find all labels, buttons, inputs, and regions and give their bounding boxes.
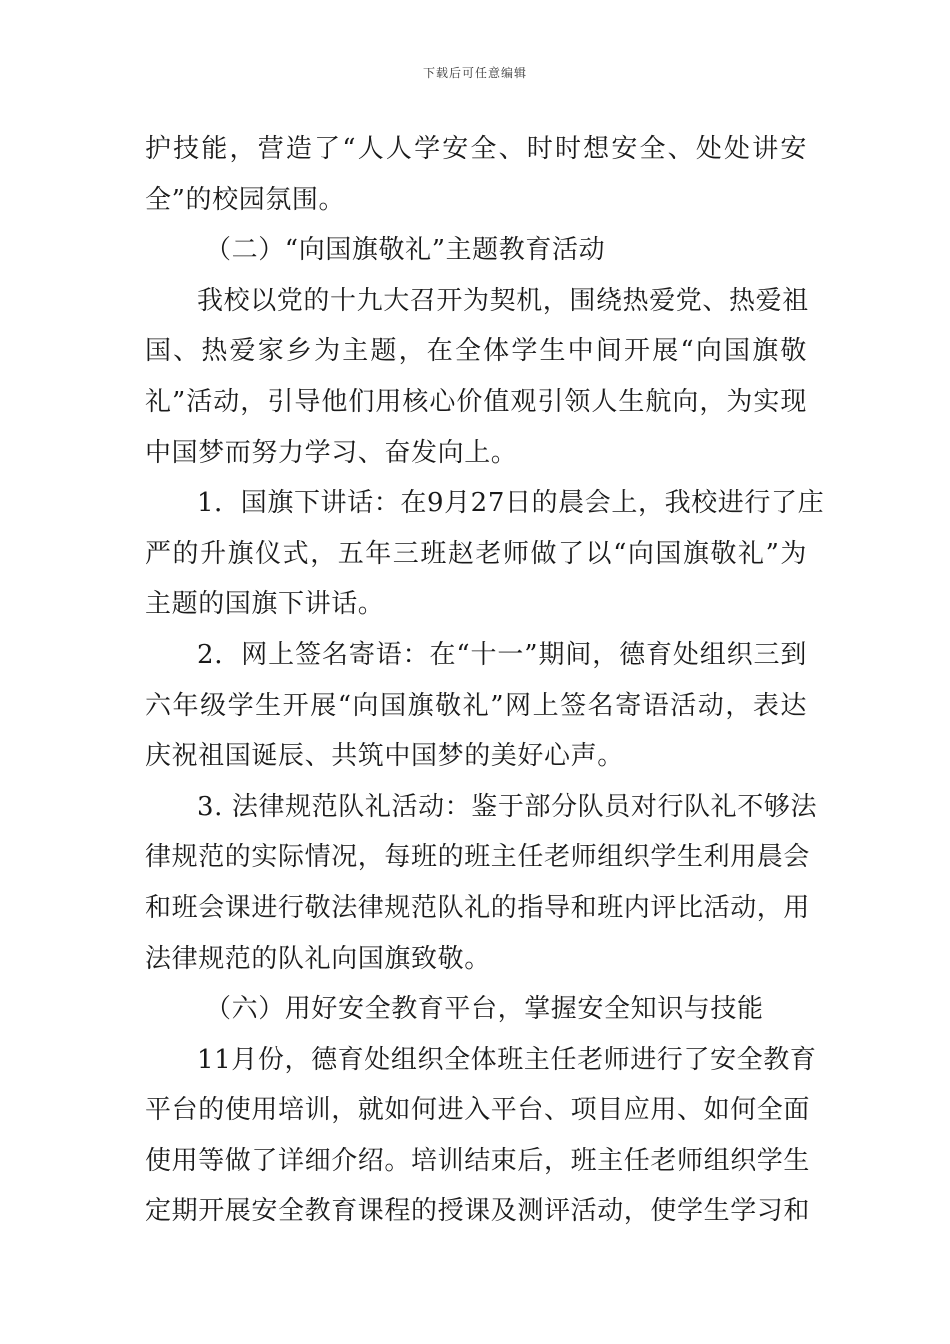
text-line: 严的升旗仪式，五年三班赵老师做了以“向国旗敬礼”为 (145, 538, 807, 569)
text-line: 11月份，德育处组织全体班主任老师进行了安全教育 (197, 1044, 817, 1075)
text-line: 律规范的实际情况，每班的班主任老师组织学生利用晨会 (145, 842, 811, 873)
text-line: 六年级学生开展“向国旗敬礼”网上签名寄语活动，表达 (145, 690, 807, 721)
text-line: 法律规范的队礼向国旗致敬。 (145, 943, 491, 974)
text-line: 和班会课进行敬法律规范队礼的指导和班内评比活动，用 (145, 892, 811, 923)
text-line: 礼”活动，引导他们用核心价值观引领人生航向，为实现 (145, 386, 807, 417)
text-line: 主题的国旗下讲话。 (145, 589, 385, 620)
text-line: 中国梦而努力学习、奋发向上。 (145, 437, 518, 468)
section-heading: （二）“向国旗敬礼”主题教育活动 (205, 235, 606, 266)
text-line: 使用等做了详细介绍。培训结束后，班主任老师组织学生 (145, 1145, 811, 1176)
text-line: 平台的使用培训，就如何进入平台、项目应用、如何全面 (145, 1095, 811, 1126)
text-line: 全”的校园氛围。 (145, 184, 346, 215)
text-line: 庆祝祖国诞辰、共筑中国梦的美好心声。 (145, 741, 624, 772)
text-line: 护技能，营造了“人人学安全、时时想安全、处处讲安 (145, 134, 807, 164)
document-body (145, 124, 825, 1237)
text-line: 我校以党的十九大召开为契机，围绕热爱党、热爱祖 (197, 285, 809, 316)
section-heading: （六）用好安全教育平台，掌握安全知识与技能 (205, 994, 764, 1025)
text-line: 国、热爱家乡为主题，在全体学生中间开展“向国旗敬 (145, 336, 807, 367)
page-header: 下载后可任意编辑 (422, 66, 527, 80)
text-line: 2．网上签名寄语：在“十一”期间，德育处组织三到 (197, 639, 807, 670)
text-line: 定期开展安全教育课程的授课及测评活动，使学生学习和 (145, 1196, 811, 1227)
text-line: 3. 法律规范队礼活动：鉴于部分队员对行队礼不够法 (197, 791, 818, 822)
text-line: 1．国旗下讲话：在9月27日的晨会上，我校进行了庄 (197, 488, 825, 519)
